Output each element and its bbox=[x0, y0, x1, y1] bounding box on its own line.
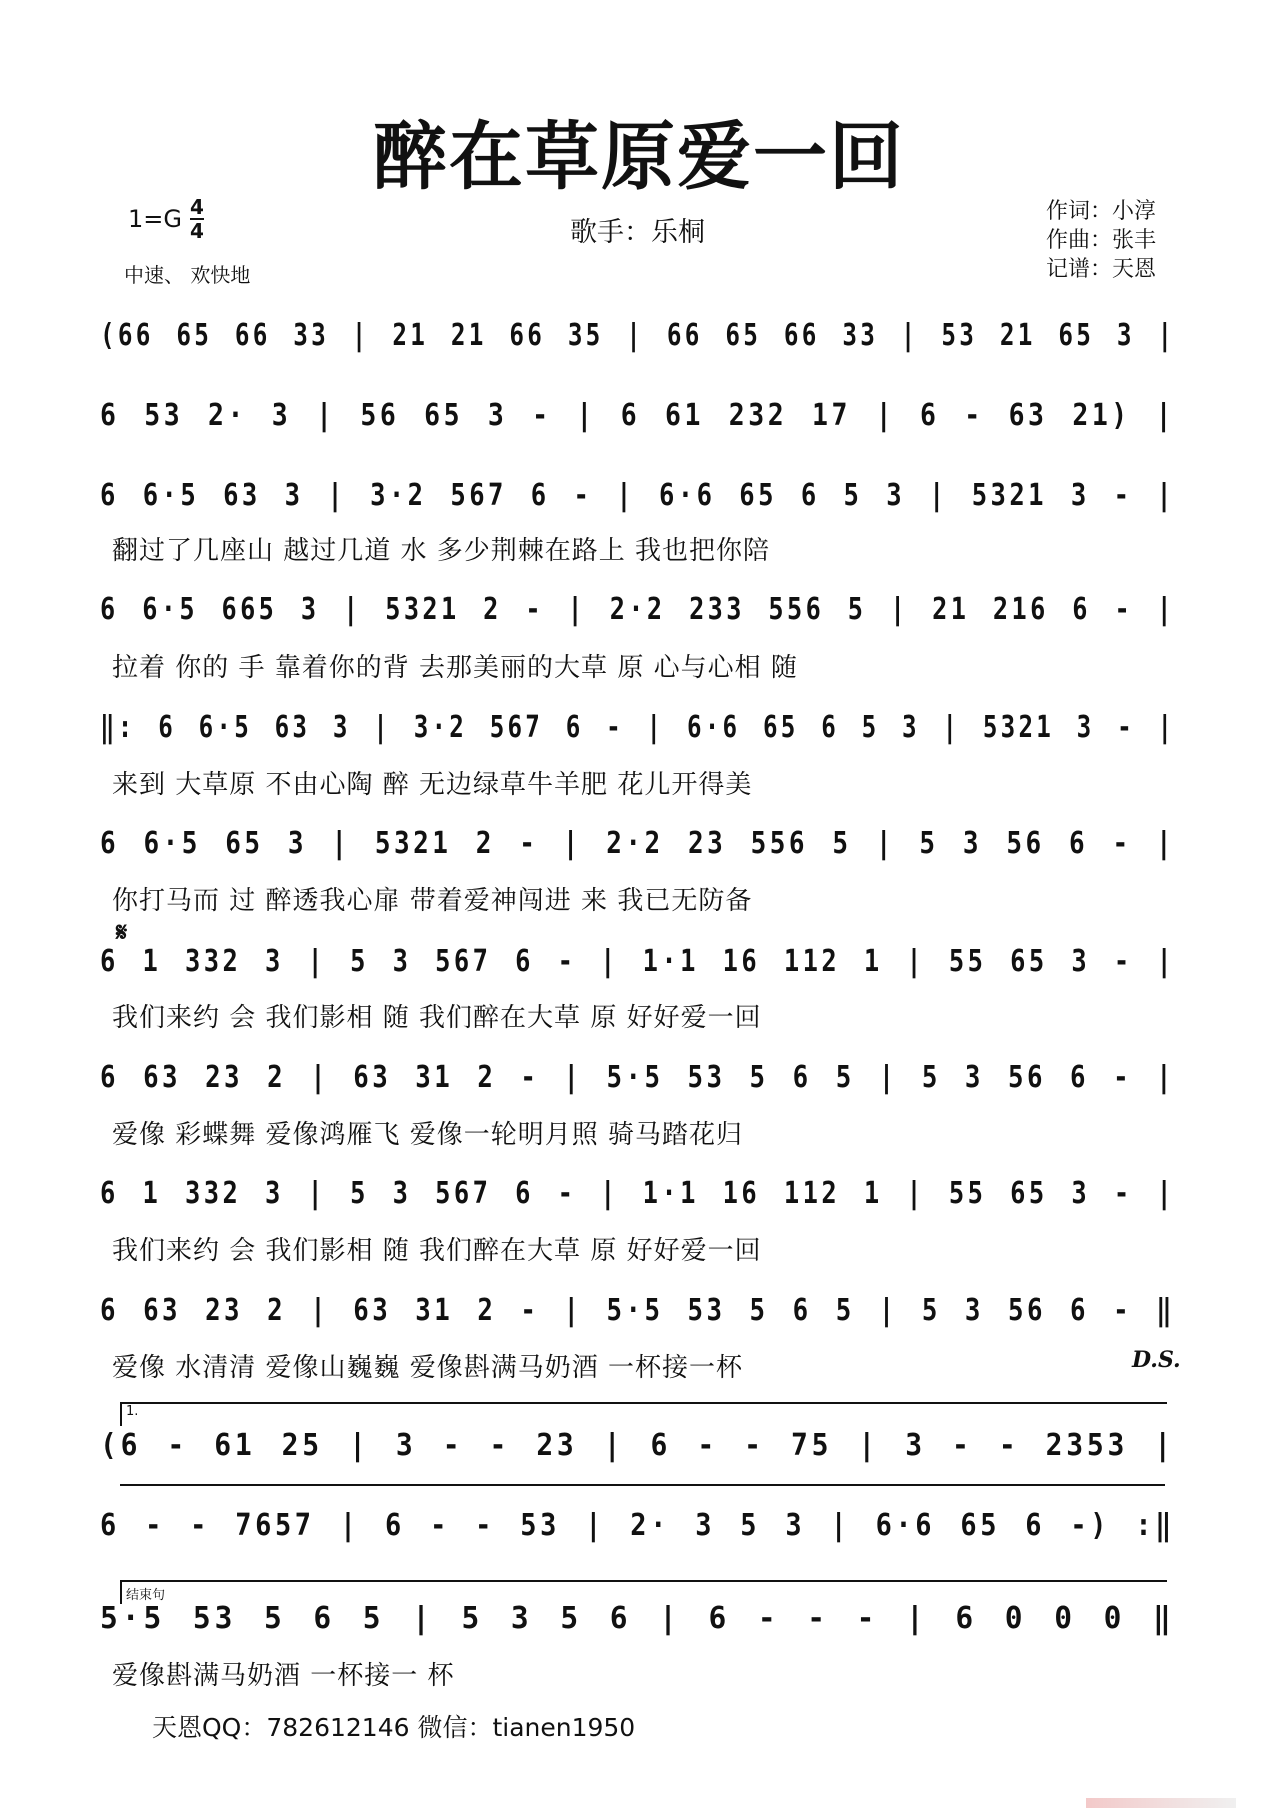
notation-row bbox=[100, 398, 1180, 458]
lyrics-line: 你打马而 过 醉透我心扉 带着爱神闯进 来 我已无防备 bbox=[112, 886, 753, 916]
contact-footer: 天恩QQ：782612146 微信：tianen1950 bbox=[152, 1713, 636, 1742]
notes: 6 53 2· 3 | 56 65 3 - | 6 61 232 17 | 6 - 63 21) | bbox=[100, 398, 1176, 433]
time-bottom: 4 bbox=[190, 219, 204, 243]
notation-row bbox=[100, 1508, 1180, 1568]
time-signature bbox=[190, 196, 204, 242]
notes: 6 6·5 63 3 | 3·2 567 6 - | 6·6 65 6 5 3 | 5321 3 - | bbox=[100, 478, 1176, 513]
transcriber: 记谱：天恩 bbox=[1046, 257, 1157, 282]
watermark-strip bbox=[1086, 1798, 1236, 1808]
key-signature: 1=G bbox=[128, 205, 182, 233]
notation-row bbox=[100, 826, 1180, 886]
notes: ‖: 6 6·5 63 3 | 3·2 567 6 - | 6·6 65 6 5 3 | 5321 3 - | bbox=[100, 710, 1176, 745]
notes: 6 6·5 665 3 | 5321 2 - | 2·2 233 556 5 | 21 216 6 - | bbox=[100, 592, 1176, 627]
song-title: 醉在草原爱一回 bbox=[373, 114, 905, 200]
first-ending-bracket bbox=[120, 1402, 1167, 1426]
lyrics-line: 翻过了几座山 越过几道 水 多少荆棘在路上 我也把你陪 bbox=[112, 536, 771, 566]
notes: (66 65 66 33 | 21 21 66 35 | 66 65 66 33 | 53 21 65 3 | bbox=[100, 318, 1176, 353]
notes: 6 6·5 65 3 | 5321 2 - | 2·2 23 556 5 | 5 3 56 6 - | bbox=[100, 826, 1176, 861]
notes: 6 63 23 2 | 63 31 2 - | 5·5 53 5 6 5 | 5 3 56 6 - | bbox=[100, 1060, 1176, 1095]
notation-row bbox=[100, 1176, 1180, 1236]
lyrics-line: 爱像斟满马奶酒 一杯接一 杯 bbox=[112, 1661, 455, 1691]
credits bbox=[1046, 197, 1156, 284]
volta-number: 1. bbox=[126, 1404, 139, 1419]
lyrics-line: 爱像 水清清 爱像山巍巍 爱像斟满马奶酒 一杯接一杯 bbox=[112, 1353, 744, 1383]
notes: (6 - 61 25 | 3 - - 23 | 6 - - 75 | 3 - - 2353 | bbox=[100, 1428, 1175, 1463]
lyrics-line: 拉着 你的 手 靠着你的背 去那美丽的大草 原 心与心相 随 bbox=[112, 653, 798, 683]
dal-segno-mark: D.S. bbox=[1132, 1347, 1181, 1373]
time-top: 4 bbox=[190, 195, 204, 219]
lyrics-line: 我们来约 会 我们影相 随 我们醉在大草 原 好好爱一回 bbox=[112, 1003, 762, 1033]
ending-label: 结束句 bbox=[126, 1588, 166, 1603]
notation-row bbox=[100, 710, 1180, 770]
notation-row bbox=[100, 592, 1180, 652]
volta-line bbox=[120, 1484, 1165, 1486]
notes: 6 - - 7657 | 6 - - 53 | 2· 3 5 3 | 6·6 65 6 -) :‖ bbox=[100, 1508, 1176, 1543]
lyrics-line: 来到 大草原 不由心陶 醉 无边绿草牛羊肥 花儿开得美 bbox=[112, 770, 753, 800]
notation-row bbox=[100, 1601, 1180, 1661]
notation-row bbox=[100, 1060, 1180, 1120]
notes: 6 1 332 3 | 5 3 567 6 - | 1·1 16 112 1 | 55 65 3 - | bbox=[100, 1176, 1176, 1211]
notes: 6 1 332 3 | 5 3 567 6 - | 1·1 16 112 1 | 55 65 3 - | bbox=[100, 944, 1176, 979]
notes: 5·5 53 5 6 5 | 5 3 5 6 | 6 - - - | 6 0 0 0 ‖ bbox=[100, 1601, 1175, 1636]
notation-row bbox=[100, 478, 1180, 538]
singer: 歌手：乐桐 bbox=[570, 217, 705, 248]
tempo-marking: 中速、 欢快地 bbox=[124, 263, 251, 287]
notation-row bbox=[100, 944, 1180, 1004]
lyrics-line: 我们来约 会 我们影相 随 我们醉在大草 原 好好爱一回 bbox=[112, 1236, 762, 1266]
lyricist: 作词：小淳 bbox=[1046, 199, 1157, 224]
notation-row bbox=[100, 1428, 1180, 1488]
notes: 6 63 23 2 | 63 31 2 - | 5·5 53 5 6 5 | 5 3 56 6 - ‖ bbox=[100, 1293, 1176, 1328]
notation-row bbox=[100, 1293, 1180, 1353]
notation-row bbox=[100, 318, 1180, 378]
lyrics-line: 爱像 彩蝶舞 爱像鸿雁飞 爱像一轮明月照 骑马踏花归 bbox=[112, 1120, 744, 1150]
segno-mark: 𝄋 bbox=[116, 918, 128, 948]
composer: 作曲：张丰 bbox=[1046, 228, 1157, 253]
